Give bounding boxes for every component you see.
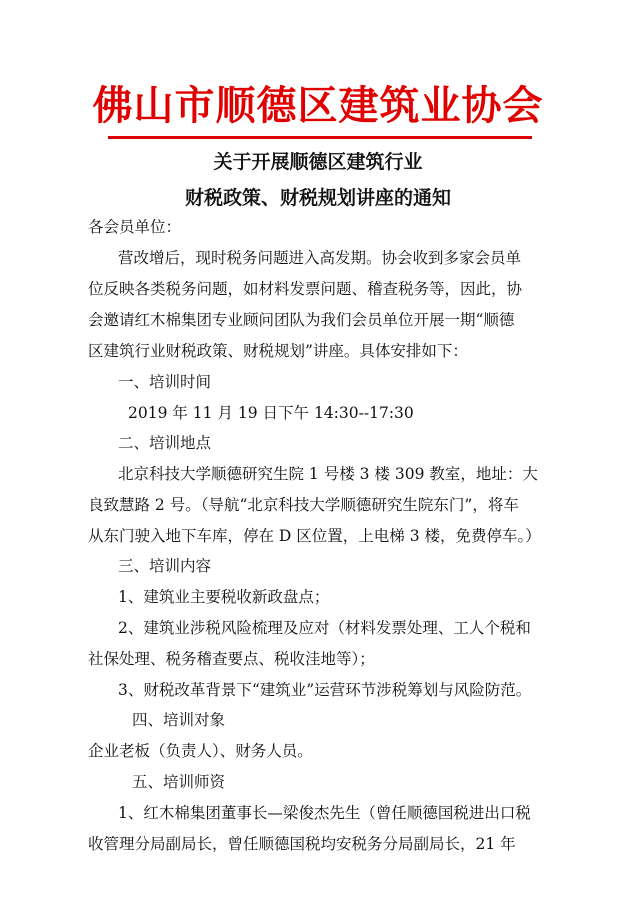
content-item: 2、建筑业涉税风险梳理及应对（材料发票处理、工人个税和 (118, 619, 531, 637)
content-item: 1、建筑业主要税收新政盘点； (118, 588, 330, 606)
location-line: 良致慧路 2 号。（导航“北京科技大学顺德研究生院东门”，将车 (88, 496, 519, 514)
audience-text: 企业老板（负责人）、财务人员。 (88, 742, 313, 760)
location-line: 从东门驶入地下车库，停在 D 区位置，上电梯 3 楼，免费停车。） (88, 527, 541, 545)
salutation: 各会员单位： (88, 218, 182, 236)
section-heading-audience: 四、培训对象 (132, 711, 226, 729)
section-heading-instructors: 五、培训师资 (132, 773, 226, 791)
content-item: 3、财税改革背景下“建筑业”运营环节涉税筹划与风险防范。 (118, 681, 532, 699)
section-heading-location: 二、培训地点 (118, 434, 212, 452)
section-heading-content: 三、培训内容 (118, 557, 212, 575)
training-time: 2019 年 11 月 19 日下午 14:30--17:30 (128, 404, 414, 422)
instructor-line: 1、红木棉集团董事长—梁俊杰先生（曾任顺德国税进出口税 (118, 804, 531, 822)
intro-line: 营改增后，现时税务问题进入高发期。协会收到多家会员单 (118, 249, 522, 267)
location-line: 北京科技大学顺德研究生院 1 号楼 3 楼 309 教室，地址：大 (118, 465, 538, 483)
section-heading-time: 一、培训时间 (118, 373, 212, 391)
intro-line: 位反映各类税务问题，如材料发票问题、稽查税务等，因此，协 (88, 280, 523, 298)
content-item: 社保处理、税务稽查要点、税收洼地等）； (88, 650, 375, 668)
notice-title-line2: 财税政策、财税规划讲座的通知 (184, 187, 451, 209)
instructor-line: 收管理分局副局长，曾任顺德国税均安税务分局副局长，21 年 (88, 835, 516, 853)
org-name: 佛山市顺德区建筑业协会 (92, 82, 544, 129)
intro-line: 区建筑行业财税政策、财税规划”讲座。具体安排如下： (88, 342, 468, 360)
red-divider (108, 136, 532, 139)
notice-title-line1: 关于开展顺德区建筑行业 (213, 151, 423, 173)
intro-line: 会邀请红木棉集团专业顾问团队为我们会员单位开展一期“顺德 (88, 311, 515, 329)
